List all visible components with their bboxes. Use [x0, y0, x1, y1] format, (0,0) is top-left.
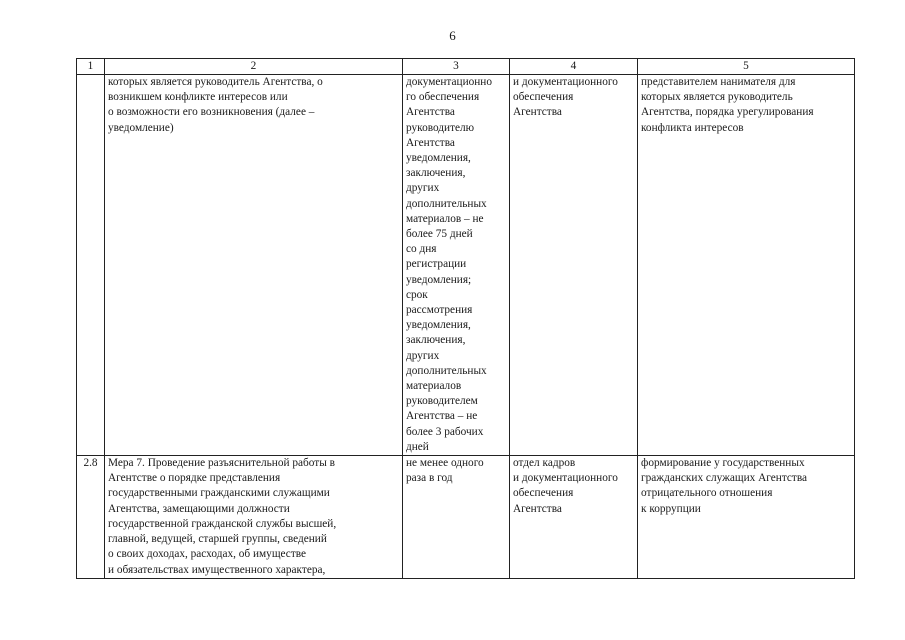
result-cell: представителем нанимателя для которых является руководитель Агентства, порядка урегулирования конфликта интересов — [638, 75, 855, 456]
measure-cell: которых является руководитель Агентства, о возникшем конфликте интересов или о возможности его возникновения (далее – уведомление) — [105, 75, 403, 456]
responsible-cell: отдел кадров и документационного обеспечения Агентства — [510, 456, 638, 579]
column-header-5: 5 — [638, 59, 855, 75]
column-header-2: 2 — [105, 59, 403, 75]
table-row — [77, 456, 855, 579]
table-header-row — [77, 59, 855, 75]
column-header-3: 3 — [403, 59, 510, 75]
responsible-cell: и документационного обеспечения Агентства — [510, 75, 638, 456]
page-number: 6 — [449, 28, 456, 43]
row-number-cell — [77, 75, 105, 456]
result-cell: формирование у государственных гражданских служащих Агентства отрицательного отношения к коррупции — [638, 456, 855, 579]
term-cell: документационно го обеспечения Агентства руководителю Агентства уведомления, заключения, других дополнительных материалов – не более 75 дней со дня регистрации уведомления; срок рассмотрения уведомления, заключения, других дополнительных материалов руководителем Агентства – не более 3 рабочих дней — [403, 75, 510, 456]
table-row — [77, 75, 855, 456]
column-header-1: 1 — [77, 59, 105, 75]
measure-cell: Мера 7. Проведение разъяснительной работы в Агентстве о порядке представления государственными гражданскими служащими Агентства, замещающими должности государственной гражданской службы высшей, главной, ведущей, старшей группы, сведений о своих доходах, расходах, об имуществе и обязательствах имущественного характера, — [105, 456, 403, 579]
term-cell: не менее одного раза в год — [403, 456, 510, 579]
measures-table — [76, 58, 855, 579]
column-header-4: 4 — [510, 59, 638, 75]
row-number-cell: 2.8 — [77, 456, 105, 579]
